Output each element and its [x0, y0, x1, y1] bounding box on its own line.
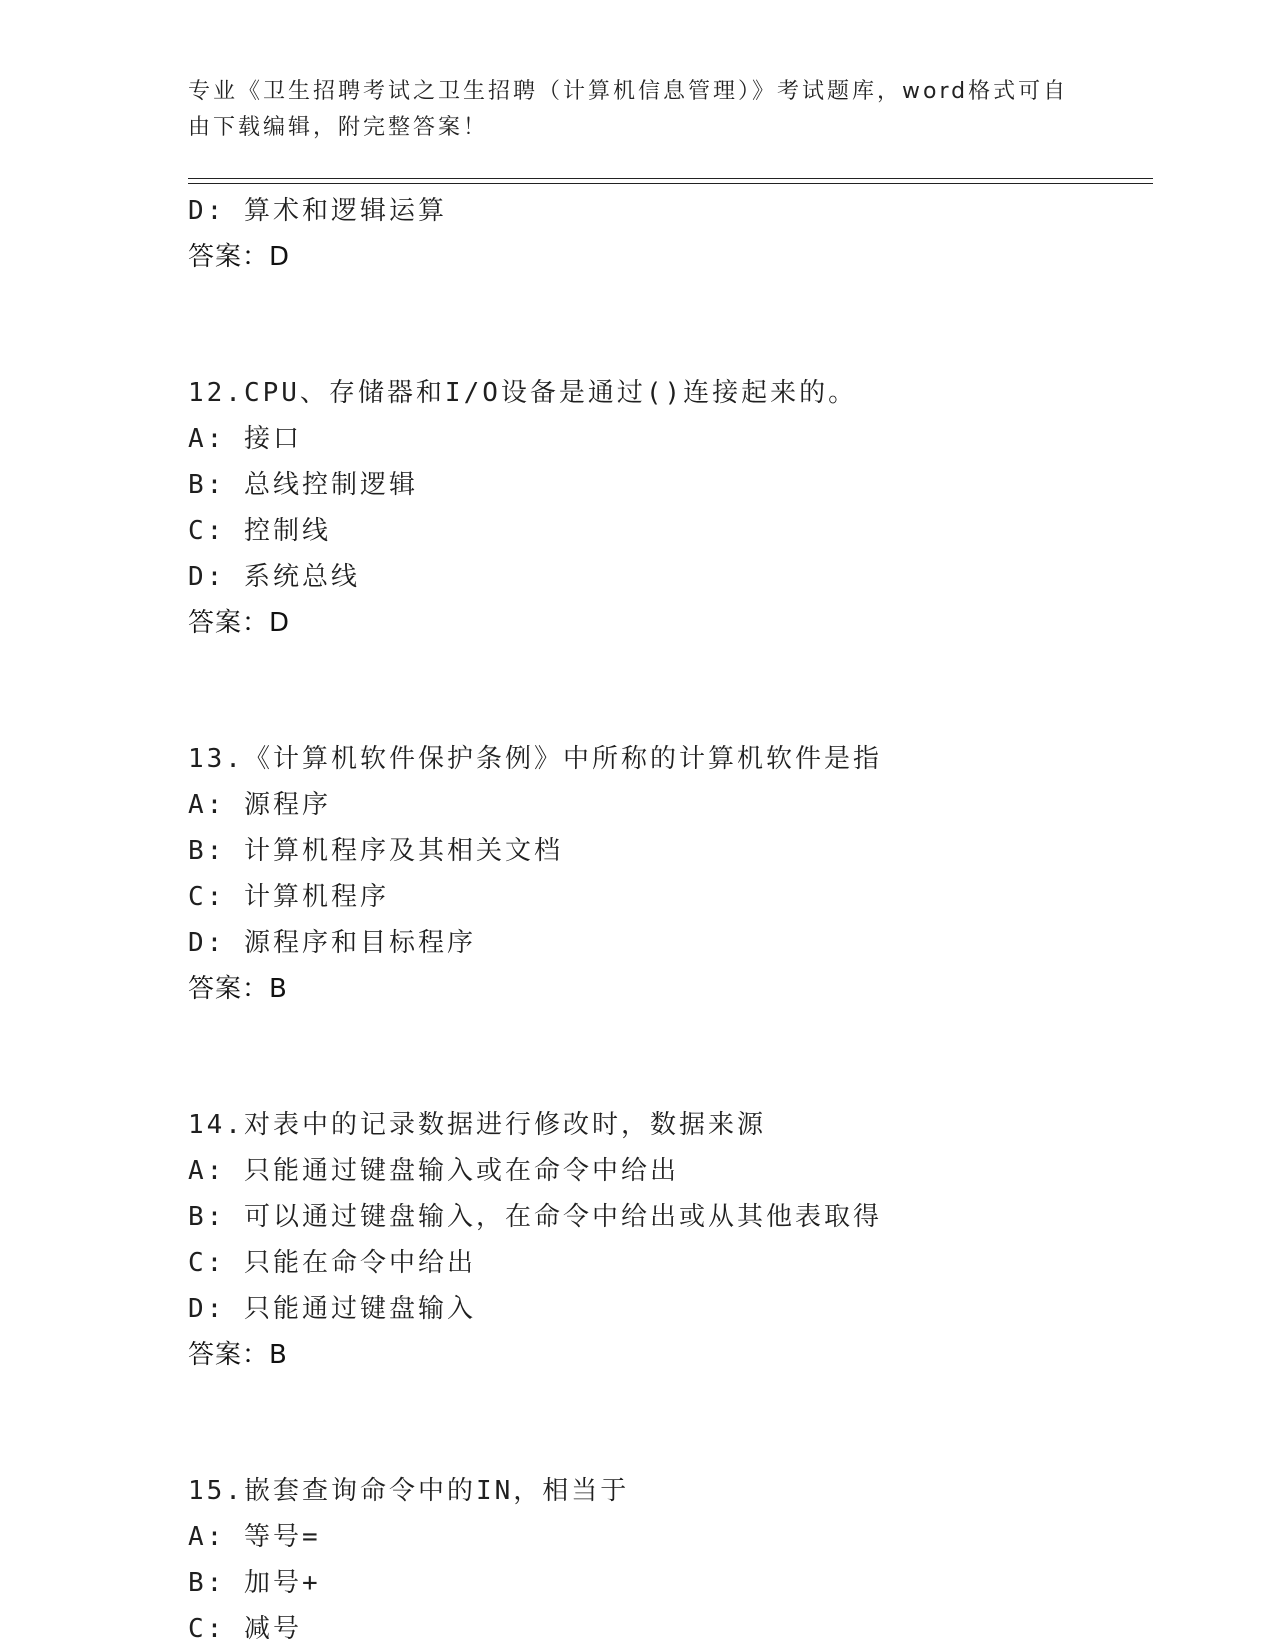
option-c: C: 计算机程序 — [188, 882, 389, 912]
question-15 — [188, 1468, 1148, 1652]
option-a: A: 接口 — [188, 424, 302, 454]
document-header: 专业《卫生招聘考试之卫生招聘（计算机信息管理）》考试题库，word格式可自由下载编辑，附完整答案！ — [188, 79, 1069, 140]
answer-line: 答案：D — [188, 608, 291, 638]
spacer — [188, 1012, 1148, 1102]
question-stem: 14.对表中的记录数据进行修改时，数据来源 — [188, 1110, 766, 1140]
answer-line: 答案：B — [188, 974, 288, 1004]
option-d: D: 算术和逻辑运算 — [188, 196, 447, 226]
option-a: A: 等号= — [188, 1522, 321, 1552]
answer-line: 答案：B — [188, 1340, 288, 1370]
option-d: D: 源程序和目标程序 — [188, 928, 476, 958]
question-14 — [188, 1102, 1148, 1378]
option-c: C: 减号 — [188, 1614, 302, 1644]
option-c: C: 只能在命令中给出 — [188, 1248, 476, 1278]
header-divider-bottom — [188, 183, 1153, 184]
question-13 — [188, 736, 1148, 1012]
answer-line: 答案：D — [188, 242, 291, 272]
option-d: D: 系统总线 — [188, 562, 360, 592]
question-12 — [188, 370, 1148, 646]
option-b: B: 总线控制逻辑 — [188, 470, 418, 500]
question-stem: 15.嵌套查询命令中的IN，相当于 — [188, 1476, 630, 1506]
spacer — [188, 646, 1148, 736]
option-d: D: 只能通过键盘输入 — [188, 1294, 476, 1324]
option-a: A: 源程序 — [188, 790, 331, 820]
spacer — [188, 280, 1148, 370]
option-a: A: 只能通过键盘输入或在命令中给出 — [188, 1156, 679, 1186]
header-divider-top — [188, 178, 1153, 179]
option-c: C: 控制线 — [188, 516, 331, 546]
option-b: B: 可以通过键盘输入，在命令中给出或从其他表取得 — [188, 1202, 882, 1232]
question-stem: 12.CPU、存储器和I/O设备是通过()连接起来的。 — [188, 378, 858, 408]
option-b: B: 加号+ — [188, 1568, 321, 1598]
spacer — [188, 1378, 1148, 1468]
question-stem: 13.《计算机软件保护条例》中所称的计算机软件是指 — [188, 744, 882, 774]
option-b: B: 计算机程序及其相关文档 — [188, 836, 563, 866]
question-content — [188, 188, 1148, 1652]
